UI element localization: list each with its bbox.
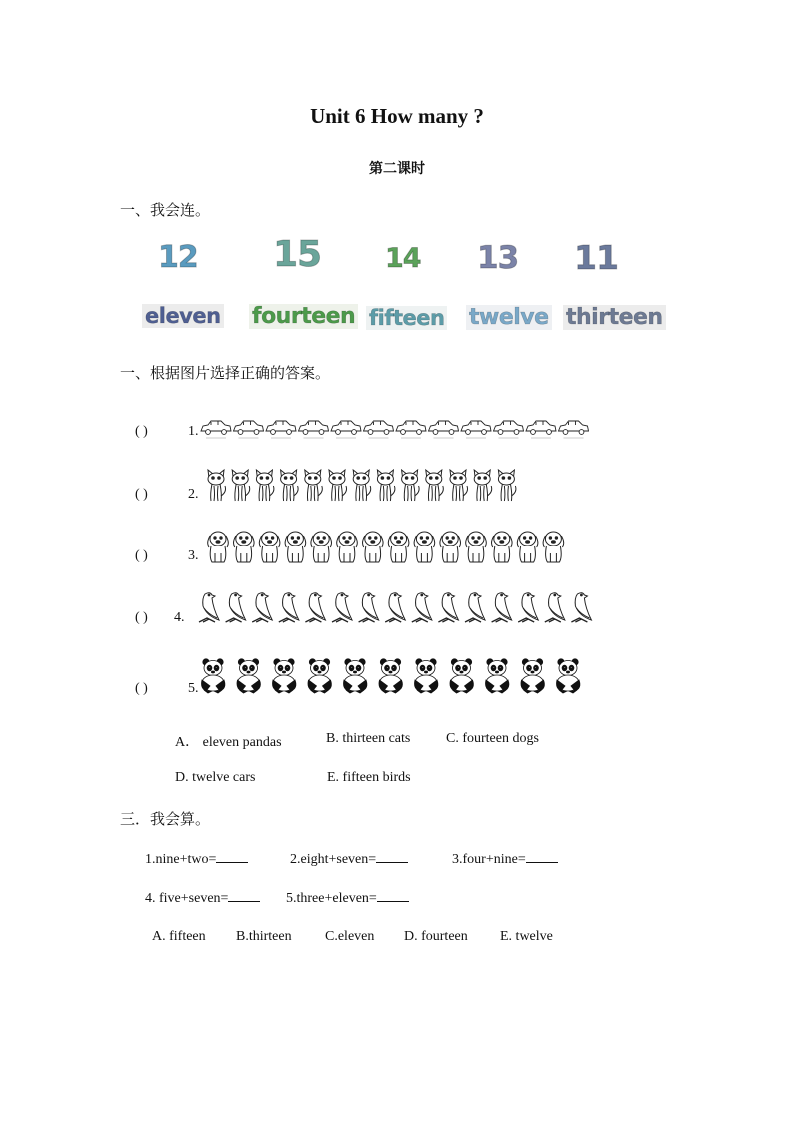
question-number-3: 3. — [188, 548, 199, 563]
dog-icon — [208, 532, 229, 562]
word-thirteen: thirteen — [563, 305, 666, 330]
sum-4: 4. five+seven= — [145, 889, 260, 907]
choice-e: E. twelve — [500, 929, 553, 944]
car-icon — [461, 421, 491, 438]
panda-icon — [379, 659, 402, 693]
cat-icon — [208, 470, 226, 501]
answer-bracket-1[interactable]: ( ) — [135, 424, 148, 439]
cat-icon — [205, 466, 525, 504]
dog-icon — [259, 532, 280, 562]
section3-heading: 三．我会算。 — [120, 810, 211, 828]
sum-1: 1.nine+two= — [145, 850, 248, 868]
answer-bracket-3[interactable]: ( ) — [135, 548, 148, 563]
panda-icon — [308, 659, 331, 693]
section2-heading: 一、根据图片选择正确的答案。 — [120, 364, 331, 382]
cat-icon — [377, 470, 395, 501]
bird-icon — [226, 593, 246, 622]
sum-3: 3.four+nine= — [452, 850, 558, 868]
bird-icon — [305, 593, 325, 622]
dog-icon — [205, 527, 573, 565]
question-number-1: 1. — [188, 424, 199, 439]
dog-icon — [234, 532, 255, 562]
dog-icon — [466, 532, 487, 562]
question-number-5: 5. — [188, 681, 199, 696]
cat-icon — [329, 470, 347, 501]
dog-icon — [363, 532, 384, 562]
panda-icon — [344, 659, 367, 693]
car-icon — [201, 421, 231, 438]
answer-blank-4[interactable] — [228, 889, 260, 902]
panda-icon — [200, 656, 600, 696]
sum-2: 2.eight+seven= — [290, 850, 408, 868]
car-icon — [494, 421, 524, 438]
word-fourteen: fourteen — [249, 304, 358, 329]
word-twelve: twelve — [466, 305, 552, 330]
number-11: 11 — [574, 238, 618, 277]
panda-icon — [415, 659, 438, 693]
car-icon — [396, 421, 426, 438]
number-13: 13 — [477, 240, 519, 276]
dog-icon — [517, 532, 538, 562]
word-fifteen: fifteen — [366, 306, 447, 330]
bird-icon — [195, 586, 597, 626]
panda-icon — [237, 659, 260, 693]
car-icon — [234, 421, 264, 438]
answer-blank-1[interactable] — [216, 850, 248, 863]
bird-icon — [438, 593, 458, 622]
sum-5: 5.three+eleven= — [286, 889, 409, 907]
section1-heading: 一、我会连。 — [120, 201, 211, 219]
number-12: 12 — [158, 240, 198, 275]
answer-bracket-5[interactable]: ( ) — [135, 681, 148, 696]
cat-icon — [256, 470, 274, 501]
dog-icon — [492, 532, 513, 562]
bird-icon — [279, 593, 299, 622]
dog-icon — [311, 532, 332, 562]
answer-blank-3[interactable] — [526, 850, 558, 863]
number-15: 15 — [273, 234, 322, 275]
option-d: D. twelve cars — [175, 770, 256, 785]
cat-icon — [353, 470, 371, 501]
cat-icon — [426, 470, 444, 501]
car-icon — [331, 421, 361, 438]
choice-a: A. fifteen — [152, 929, 206, 944]
bird-icon — [412, 593, 432, 622]
bird-icon — [359, 593, 379, 622]
bird-icon — [571, 593, 591, 622]
cat-icon — [474, 470, 492, 501]
choice-b: B.thirteen — [236, 929, 292, 944]
choice-d: D. fourteen — [404, 929, 468, 944]
car-icon — [559, 421, 589, 438]
option-a: A． eleven pandas — [175, 735, 282, 750]
dog-icon — [388, 532, 409, 562]
bird-icon — [385, 593, 405, 622]
option-b: B. thirteen cats — [326, 731, 411, 746]
cat-icon — [450, 470, 468, 501]
cat-icon — [305, 470, 323, 501]
number-14: 14 — [385, 243, 421, 274]
bird-icon — [332, 593, 352, 622]
bird-icon — [465, 593, 485, 622]
cat-icon — [232, 470, 250, 501]
question-number-4: 4. — [174, 610, 185, 625]
panda-icon — [557, 659, 580, 693]
bird-icon — [492, 593, 512, 622]
dog-icon — [414, 532, 435, 562]
bird-icon — [252, 593, 272, 622]
choice-c: C.eleven — [325, 929, 375, 944]
option-c: C. fourteen dogs — [446, 731, 539, 746]
car-icon — [526, 421, 556, 438]
bird-icon — [545, 593, 565, 622]
car-icon — [266, 421, 296, 438]
panda-icon — [521, 659, 544, 693]
dog-icon — [543, 532, 564, 562]
dog-icon — [285, 532, 306, 562]
bird-icon — [518, 593, 538, 622]
question-number-2: 2. — [188, 487, 199, 502]
answer-bracket-4[interactable]: ( ) — [135, 610, 148, 625]
car-icon — [299, 421, 329, 438]
panda-icon — [486, 659, 509, 693]
cat-icon — [402, 470, 420, 501]
dog-icon — [440, 532, 461, 562]
page-title: Unit 6 How many ? — [310, 104, 484, 128]
car-icon — [364, 421, 394, 438]
car-icon — [429, 421, 459, 438]
answer-bracket-2[interactable]: ( ) — [135, 487, 148, 502]
lesson-subtitle: 第二课时 — [369, 161, 425, 177]
car-icon — [200, 414, 592, 440]
answer-blank-5[interactable] — [377, 889, 409, 902]
option-e: E. fifteen birds — [327, 770, 411, 785]
dog-icon — [337, 532, 358, 562]
panda-icon — [273, 659, 296, 693]
word-eleven: eleven — [142, 304, 224, 328]
answer-blank-2[interactable] — [376, 850, 408, 863]
cat-icon — [281, 470, 299, 501]
panda-icon — [450, 659, 473, 693]
bird-icon — [199, 593, 219, 622]
panda-icon — [202, 659, 225, 693]
cat-icon — [498, 470, 516, 501]
